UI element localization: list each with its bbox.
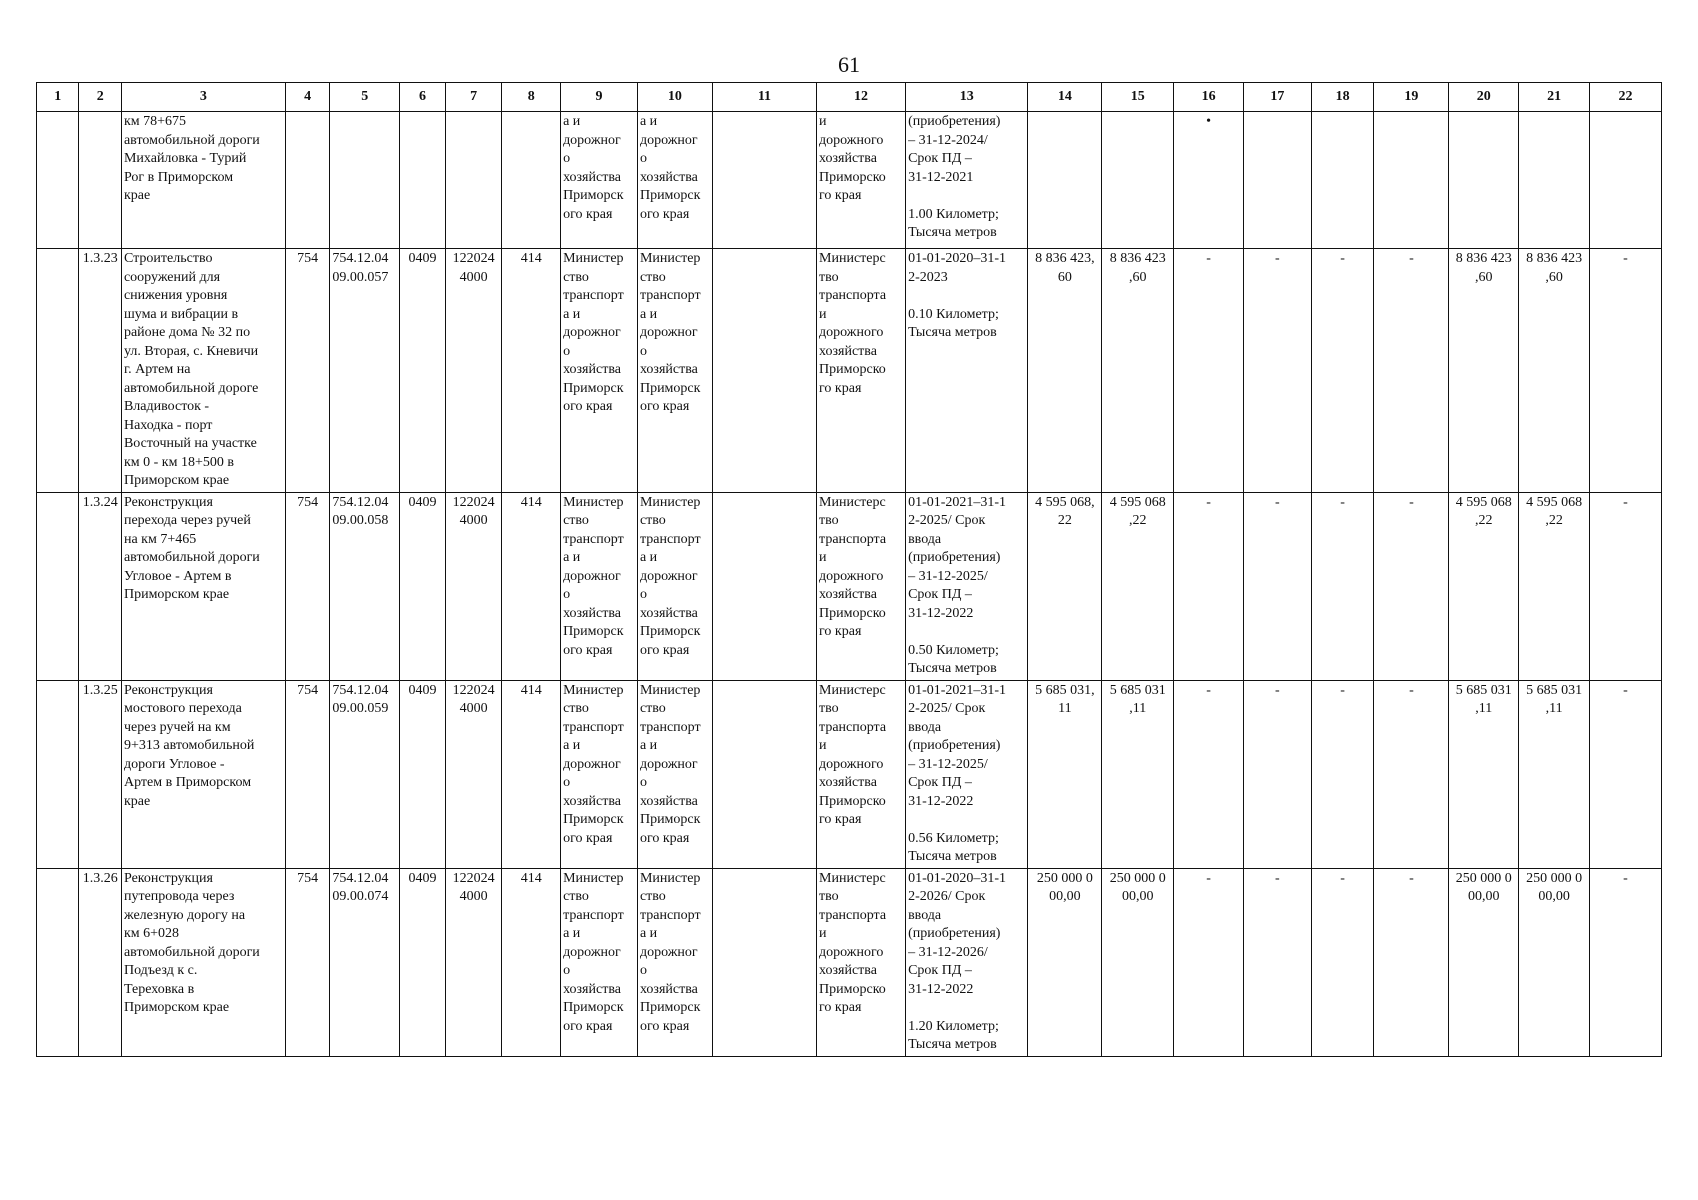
cell-col-15: 250 000 0 00,00	[1102, 868, 1174, 1056]
cell-col-12: Министерс тво транспорта и дорожного хозяйства Приморско го края	[817, 492, 906, 680]
cell-object-name: Реконструкция перехода через ручей на км 7+465 автомобильной дороги Угловое - Артем в Приморском крае	[121, 492, 285, 680]
cell-object-name: Реконструкция путепровода через железную дорогу на км 6+028 автомобильной дороги Подъезд к с. Тереховка в Приморском крае	[121, 868, 285, 1056]
cell-row-number: 1.3.25	[79, 680, 121, 868]
cell-col-8: 414	[502, 868, 561, 1056]
column-header: 12	[817, 83, 906, 112]
column-header: 11	[712, 83, 816, 112]
cell-col-9: Министер ство транспорт а и дорожног о хозяйства Приморск ого края	[561, 249, 638, 493]
column-header: 13	[906, 83, 1028, 112]
cell-col-16: -	[1174, 492, 1244, 680]
cell-col-10: Министер ство транспорт а и дорожног о хозяйства Приморск ого края	[637, 680, 712, 868]
cell-col-19: -	[1374, 868, 1449, 1056]
cell-col-11	[712, 868, 816, 1056]
cell-col-11	[712, 249, 816, 493]
cell-col-10: Министер ство транспорт а и дорожног о хозяйства Приморск ого края	[637, 492, 712, 680]
cell-row-number: 1.3.26	[79, 868, 121, 1056]
column-header: 19	[1374, 83, 1449, 112]
cell-col-20: 5 685 031 ,11	[1449, 680, 1519, 868]
cell-col-11	[712, 492, 816, 680]
cell-col-17: -	[1243, 249, 1311, 493]
cell-col-6	[400, 112, 446, 249]
cell-col-9: Министер ство транспорт а и дорожног о хозяйства Приморск ого края	[561, 868, 638, 1056]
column-header: 20	[1449, 83, 1519, 112]
cell-col-8: 414	[502, 249, 561, 493]
column-header: 8	[502, 83, 561, 112]
cell-col-17: -	[1243, 868, 1311, 1056]
cell-col-4	[285, 112, 330, 249]
cell-col-13-dates: (приобретения) – 31-12-2024/ Срок ПД – 31-12-2021	[908, 114, 1001, 185]
cell-col-5: 754.12.04 09.00.074	[330, 868, 400, 1056]
cell-col-8: 414	[502, 680, 561, 868]
column-header: 22	[1590, 83, 1662, 112]
cell-col-7: 122024 4000	[445, 680, 502, 868]
column-header: 17	[1243, 83, 1311, 112]
column-header: 2	[79, 83, 121, 112]
cell-col-20: 250 000 0 00,00	[1449, 868, 1519, 1056]
cell-col-13-capacity: 0.10 Километр; Тысяча метров	[908, 306, 999, 340]
cell-col-13	[906, 492, 1028, 680]
cell-col-13-dates: 01-01-2020–31-1 2-2026/ Срок ввода (приобретения) – 31-12-2026/ Срок ПД – 31-12-2022	[908, 870, 1007, 997]
cell-col-19: -	[1374, 492, 1449, 680]
cell-col-18: -	[1311, 492, 1374, 680]
cell-col-18	[1311, 112, 1374, 249]
column-header: 7	[445, 83, 502, 112]
cell-col-19: -	[1374, 680, 1449, 868]
cell-col-14	[1028, 112, 1102, 249]
cell-col-17: -	[1243, 680, 1311, 868]
cell-col-10: Министер ство транспорт а и дорожног о хозяйства Приморск ого края	[637, 249, 712, 493]
cell-col-13-dates: 01-01-2020–31-1 2-2023	[908, 251, 1007, 285]
cell-col-18: -	[1311, 680, 1374, 868]
cell-col-1	[37, 492, 79, 680]
cell-col-16: -	[1174, 249, 1244, 493]
column-header: 6	[400, 83, 446, 112]
cell-col-5	[330, 112, 400, 249]
column-header: 16	[1174, 83, 1244, 112]
cell-col-10: Министер ство транспорт а и дорожног о хозяйства Приморск ого края	[637, 868, 712, 1056]
cell-col-21: 8 836 423 ,60	[1519, 249, 1590, 493]
cell-col-12: Министерс тво транспорта и дорожного хозяйства Приморско го края	[817, 249, 906, 493]
cell-col-7: 122024 4000	[445, 868, 502, 1056]
cell-row-number	[79, 112, 121, 249]
cell-col-7	[445, 112, 502, 249]
cell-col-15: 8 836 423 ,60	[1102, 249, 1174, 493]
cell-col-13-capacity: 1.00 Километр; Тысяча метров	[908, 206, 999, 240]
cell-object-name: Строительство сооружений для снижения уровня шума и вибрации в районе дома № 32 по ул. Вторая, с. Кневичи г. Артем на автомобильной дороге Владивосток - Находка - порт Восточный на участке км 0 - км 18+500 в Приморском крае	[121, 249, 285, 493]
cell-col-19: -	[1374, 249, 1449, 493]
cell-col-16: -	[1174, 868, 1244, 1056]
cell-object-name: км 78+675 автомобильной дороги Михайловка - Турий Рог в Приморском крае	[121, 112, 285, 249]
column-header: 4	[285, 83, 330, 112]
column-header: 10	[637, 83, 712, 112]
cell-col-1	[37, 249, 79, 493]
cell-col-12: Министерс тво транспорта и дорожного хозяйства Приморско го края	[817, 868, 906, 1056]
cell-row-number: 1.3.24	[79, 492, 121, 680]
cell-col-15: 5 685 031 ,11	[1102, 680, 1174, 868]
cell-col-11	[712, 680, 816, 868]
cell-col-13-dates: 01-01-2021–31-1 2-2025/ Срок ввода (приобретения) – 31-12-2025/ Срок ПД – 31-12-2022	[908, 494, 1007, 621]
column-header: 18	[1311, 83, 1374, 112]
cell-col-15	[1102, 112, 1174, 249]
cell-col-5: 754.12.04 09.00.059	[330, 680, 400, 868]
cell-col-20: 4 595 068 ,22	[1449, 492, 1519, 680]
column-header: 21	[1519, 83, 1590, 112]
cell-col-13	[906, 868, 1028, 1056]
column-header: 1	[37, 83, 79, 112]
cell-col-4: 754	[285, 680, 330, 868]
column-header: 9	[561, 83, 638, 112]
cell-col-22: -	[1590, 492, 1662, 680]
cell-col-6: 0409	[400, 249, 446, 493]
cell-col-14: 5 685 031, 11	[1028, 680, 1102, 868]
cell-col-18: -	[1311, 868, 1374, 1056]
cell-col-11	[712, 112, 816, 249]
cell-col-22	[1590, 112, 1662, 249]
cell-col-15: 4 595 068 ,22	[1102, 492, 1174, 680]
table-row	[37, 680, 1662, 868]
table-row	[37, 112, 1662, 249]
cell-col-13-capacity: 0.50 Километр; Тысяча метров	[908, 642, 999, 676]
cell-col-9: а и дорожног о хозяйства Приморск ого края	[561, 112, 638, 249]
cell-col-21: 250 000 0 00,00	[1519, 868, 1590, 1056]
column-header: 3	[121, 83, 285, 112]
cell-col-6: 0409	[400, 680, 446, 868]
cell-row-number: 1.3.23	[79, 249, 121, 493]
cell-col-6: 0409	[400, 492, 446, 680]
cell-col-17: -	[1243, 492, 1311, 680]
cell-col-16: •	[1174, 112, 1244, 249]
cell-col-13-dates: 01-01-2021–31-1 2-2025/ Срок ввода (приобретения) – 31-12-2025/ Срок ПД – 31-12-2022	[908, 682, 1007, 809]
cell-col-20	[1449, 112, 1519, 249]
cell-col-14: 8 836 423, 60	[1028, 249, 1102, 493]
page-number: 61	[838, 52, 860, 77]
cell-col-1	[37, 680, 79, 868]
cell-col-22: -	[1590, 680, 1662, 868]
cell-col-5: 754.12.04 09.00.057	[330, 249, 400, 493]
cell-col-8	[502, 112, 561, 249]
cell-col-21	[1519, 112, 1590, 249]
cell-col-9: Министер ство транспорт а и дорожног о хозяйства Приморск ого края	[561, 492, 638, 680]
cell-col-10: а и дорожног о хозяйства Приморск ого края	[637, 112, 712, 249]
cell-col-14: 250 000 0 00,00	[1028, 868, 1102, 1056]
cell-col-18: -	[1311, 249, 1374, 493]
cell-col-20: 8 836 423 ,60	[1449, 249, 1519, 493]
cell-col-13	[906, 680, 1028, 868]
cell-col-21: 5 685 031 ,11	[1519, 680, 1590, 868]
cell-col-16: -	[1174, 680, 1244, 868]
cell-col-14: 4 595 068, 22	[1028, 492, 1102, 680]
cell-col-21: 4 595 068 ,22	[1519, 492, 1590, 680]
registry-table	[36, 82, 1662, 1057]
cell-col-1	[37, 112, 79, 249]
cell-col-7: 122024 4000	[445, 249, 502, 493]
cell-col-4: 754	[285, 868, 330, 1056]
cell-col-7: 122024 4000	[445, 492, 502, 680]
cell-col-12: Министерс тво транспорта и дорожного хозяйства Приморско го края	[817, 680, 906, 868]
cell-col-13	[906, 112, 1028, 249]
cell-col-1	[37, 868, 79, 1056]
column-header: 14	[1028, 83, 1102, 112]
cell-col-6: 0409	[400, 868, 446, 1056]
cell-col-22: -	[1590, 868, 1662, 1056]
cell-col-17	[1243, 112, 1311, 249]
cell-col-13-capacity: 1.20 Километр; Тысяча метров	[908, 1018, 999, 1052]
cell-col-13-capacity: 0.56 Километр; Тысяча метров	[908, 830, 999, 864]
column-header: 5	[330, 83, 400, 112]
cell-object-name: Реконструкция мостового перехода через ручей на км 9+313 автомобильной дороги Угловое - Артем в Приморском крае	[121, 680, 285, 868]
cell-col-13	[906, 249, 1028, 493]
cell-col-4: 754	[285, 249, 330, 493]
column-header: 15	[1102, 83, 1174, 112]
cell-col-12: и дорожного хозяйства Приморско го края	[817, 112, 906, 249]
cell-col-19	[1374, 112, 1449, 249]
cell-col-4: 754	[285, 492, 330, 680]
table-row	[37, 868, 1662, 1056]
table-row	[37, 492, 1662, 680]
header-row	[37, 83, 1662, 112]
cell-col-8: 414	[502, 492, 561, 680]
cell-col-9: Министер ство транспорт а и дорожног о хозяйства Приморск ого края	[561, 680, 638, 868]
cell-col-5: 754.12.04 09.00.058	[330, 492, 400, 680]
table-row	[37, 249, 1662, 493]
cell-col-22: -	[1590, 249, 1662, 493]
